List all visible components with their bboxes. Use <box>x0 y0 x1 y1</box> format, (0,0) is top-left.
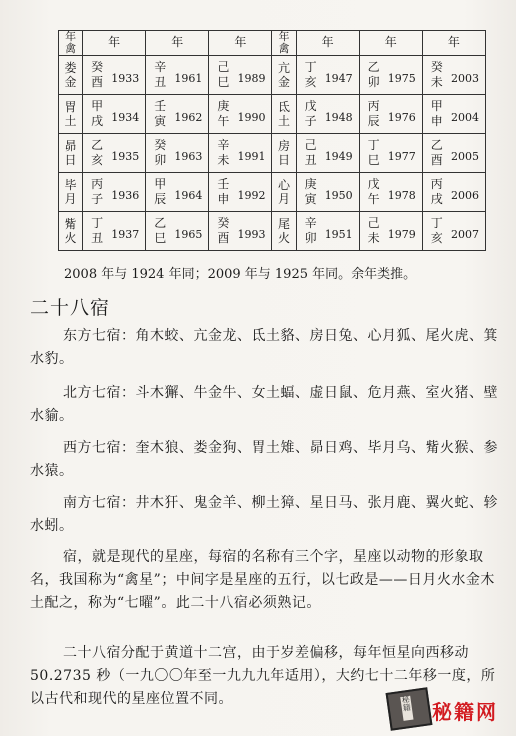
year-number: 2007 <box>451 228 479 241</box>
ganzhi-char: 己 <box>367 216 380 230</box>
year-cell <box>209 212 272 251</box>
year-number: 1935 <box>111 150 140 163</box>
paragraph-north: 北方七宿：斗木獬、牛金牛、女土蝠、虚日鼠、危月燕、室火猪、壁水貐。 <box>30 385 498 424</box>
section-heading: 二十八宿 <box>30 297 111 319</box>
year-number: 1947 <box>324 72 353 85</box>
header-mansion-char1: 年 <box>65 30 77 43</box>
table-note: 2008 年与 1924 年同；2009 年与 1925 年同。余年类推。 <box>64 267 417 282</box>
paragraph-east: 东方七宿：角木蛟、亢金龙、氐土貉、房日兔、心月狐、尾火虎、箕水豹。 <box>30 328 498 367</box>
ganzhi-char: 戌 <box>91 114 104 128</box>
year-number: 1964 <box>174 189 203 202</box>
year-cell <box>359 95 422 134</box>
ganzhi <box>89 177 105 207</box>
ganzhi-char: 巳 <box>154 231 167 245</box>
mansion-char: 心 <box>278 178 291 192</box>
ganzhi <box>152 177 168 207</box>
mansion-char: 毕 <box>64 178 77 192</box>
year-cell <box>359 212 422 251</box>
year-number: 1993 <box>237 228 266 241</box>
ganzhi-char: 癸 <box>91 60 104 74</box>
mansion-char: 火 <box>278 231 291 245</box>
ganzhi-char: 亥 <box>430 231 443 245</box>
ganzhi <box>366 177 382 207</box>
ganzhi-char: 午 <box>217 114 230 128</box>
ganzhi-char: 庚 <box>217 99 230 113</box>
ganzhi <box>89 99 105 129</box>
ganzhi-char: 酉 <box>91 75 104 89</box>
year-number: 1991 <box>237 150 266 163</box>
mansion-cell-right <box>272 56 296 95</box>
ganzhi-char: 辰 <box>154 192 167 206</box>
mansion-char: 尾 <box>278 217 291 231</box>
ganzhi <box>152 99 168 129</box>
year-cell <box>296 56 359 95</box>
year-cell <box>296 134 359 173</box>
paragraph-west: 西方七宿：奎木狼、娄金狗、胃土雉、昴日鸡、毕月乌、觜火猴、参水猿。 <box>30 440 498 479</box>
mansion-char: 昴 <box>64 139 77 153</box>
header-mansion-right <box>272 31 296 56</box>
year-number: 1961 <box>174 72 203 85</box>
year-number: 1990 <box>237 111 266 124</box>
ganzhi <box>366 60 382 90</box>
year-number: 1949 <box>324 150 353 163</box>
ganzhi <box>89 216 105 246</box>
year-number: 1933 <box>111 72 140 85</box>
mansion-char: 胃 <box>64 100 77 114</box>
ganzhi <box>152 216 168 246</box>
ganzhi-char: 己 <box>217 60 230 74</box>
year-cell <box>422 134 485 173</box>
year-number: 1978 <box>387 189 416 202</box>
table-row <box>59 134 486 173</box>
paragraph-definition: 宿，就是现代的星座，每宿的名称有三个字，星座以动物的形象取名，我国称为“禽星”；中间字是星座的五行，以七政是——日月火水金木土配之，称为“七曜”。此二十八宿必须熟记。 <box>30 549 495 611</box>
year-number: 1979 <box>387 228 416 241</box>
ganzhi-char: 丑 <box>91 231 104 245</box>
watermark-logo <box>388 690 508 730</box>
ganzhi-char: 丑 <box>154 75 167 89</box>
ganzhi-char: 甲 <box>154 177 167 191</box>
ganzhi-char: 丁 <box>91 216 104 230</box>
header-mansion-char2: 禽 <box>278 42 290 55</box>
ganzhi-char: 乙 <box>154 216 167 230</box>
year-table <box>58 30 486 251</box>
year-cell <box>359 56 422 95</box>
logo-text: 秘籍网 <box>432 700 498 724</box>
year-cell <box>83 173 146 212</box>
year-cell <box>146 173 209 212</box>
year-cell <box>422 95 485 134</box>
ganzhi-char: 癸 <box>217 216 230 230</box>
year-cell <box>422 173 485 212</box>
ganzhi-char: 丁 <box>367 138 380 152</box>
header-mansion-left <box>59 31 83 56</box>
mansion-char: 氐 <box>278 100 291 114</box>
mansion-char: 火 <box>64 231 77 245</box>
ganzhi <box>429 177 445 207</box>
header-year: 年 <box>146 31 209 56</box>
ganzhi-char: 卯 <box>304 231 317 245</box>
ganzhi-char: 辛 <box>217 138 230 152</box>
ganzhi-char: 辛 <box>304 216 317 230</box>
mansion-cell-left <box>59 56 83 95</box>
ganzhi-char: 戊 <box>304 99 317 113</box>
header-year: 年 <box>422 31 485 56</box>
header-year: 年 <box>296 31 359 56</box>
ganzhi-char: 戌 <box>430 192 443 206</box>
mansion-char: 日 <box>64 153 77 167</box>
ganzhi <box>366 216 382 246</box>
header-mansion-char1: 年 <box>278 30 290 43</box>
ganzhi <box>429 99 445 129</box>
mansion-cell-left <box>59 134 83 173</box>
year-cell <box>146 56 209 95</box>
year-number: 1950 <box>324 189 353 202</box>
paragraph-south: 南方七宿：井木犴、鬼金羊、柳土獐、星日马、张月鹿、翼火蛇、轸水蚓。 <box>30 495 498 534</box>
year-cell <box>359 173 422 212</box>
year-cell <box>146 134 209 173</box>
ganzhi-char: 丁 <box>304 60 317 74</box>
ganzhi-char: 甲 <box>91 99 104 113</box>
year-cell <box>146 212 209 251</box>
ganzhi <box>215 216 231 246</box>
ganzhi-char: 己 <box>304 138 317 152</box>
ganzhi <box>366 138 382 168</box>
year-number: 2003 <box>451 72 479 85</box>
ganzhi-char: 酉 <box>217 231 230 245</box>
ganzhi-char: 庚 <box>304 177 317 191</box>
ganzhi-char: 申 <box>430 114 443 128</box>
mansion-char: 月 <box>278 192 291 206</box>
ganzhi-char: 丁 <box>430 216 443 230</box>
ganzhi-char: 寅 <box>304 192 317 206</box>
ganzhi <box>215 60 231 90</box>
year-cell <box>83 134 146 173</box>
year-number: 1936 <box>111 189 140 202</box>
ganzhi-char: 丙 <box>430 177 443 191</box>
year-number: 1977 <box>387 150 416 163</box>
mansion-char: 觜 <box>64 217 77 231</box>
year-number: 2005 <box>451 150 479 163</box>
ganzhi-char: 亥 <box>304 75 317 89</box>
ganzhi-char: 丙 <box>367 99 380 113</box>
ganzhi <box>429 60 445 90</box>
year-cell <box>422 212 485 251</box>
year-number: 1989 <box>237 72 266 85</box>
ganzhi <box>303 216 319 246</box>
mansion-cell-left <box>59 173 83 212</box>
ganzhi <box>215 177 231 207</box>
year-cell <box>359 134 422 173</box>
table-row <box>59 56 486 95</box>
mansion-cell-right <box>272 95 296 134</box>
ganzhi <box>215 99 231 129</box>
table-header-row <box>59 31 486 56</box>
mansion-cell-right <box>272 134 296 173</box>
ganzhi <box>303 99 319 129</box>
mansion-char: 亢 <box>278 61 291 75</box>
year-number: 1963 <box>174 150 203 163</box>
ganzhi-char: 戊 <box>367 177 380 191</box>
mansion-char: 月 <box>64 192 77 206</box>
ganzhi-char: 癸 <box>154 138 167 152</box>
mansion-char: 娄 <box>64 61 77 75</box>
ganzhi-char: 卯 <box>367 75 380 89</box>
mansion-char: 金 <box>64 75 77 89</box>
table-row <box>59 95 486 134</box>
ganzhi-char: 丙 <box>91 177 104 191</box>
year-number: 1951 <box>324 228 353 241</box>
year-cell <box>83 95 146 134</box>
ganzhi <box>303 177 319 207</box>
mansion-cell-left <box>59 212 83 251</box>
ganzhi-char: 未 <box>367 231 380 245</box>
ganzhi <box>303 60 319 90</box>
ganzhi-char: 乙 <box>430 138 443 152</box>
ganzhi-char: 甲 <box>430 99 443 113</box>
mansion-char: 金 <box>278 75 291 89</box>
ganzhi-char: 巳 <box>367 153 380 167</box>
year-cell <box>83 56 146 95</box>
ganzhi <box>89 60 105 90</box>
year-cell <box>209 56 272 95</box>
year-cell <box>146 95 209 134</box>
ganzhi <box>152 138 168 168</box>
ganzhi <box>429 216 445 246</box>
ganzhi <box>152 60 168 90</box>
ganzhi-char: 未 <box>217 153 230 167</box>
ganzhi <box>303 138 319 168</box>
ganzhi-char: 酉 <box>430 153 443 167</box>
year-number: 1934 <box>111 111 140 124</box>
ganzhi-char: 癸 <box>430 60 443 74</box>
ganzhi-char: 卯 <box>154 153 167 167</box>
ganzhi-char: 午 <box>367 192 380 206</box>
year-number: 1965 <box>174 228 203 241</box>
ganzhi-char: 子 <box>91 192 104 206</box>
header-year: 年 <box>359 31 422 56</box>
ganzhi <box>215 138 231 168</box>
ganzhi-char: 未 <box>430 75 443 89</box>
year-cell <box>422 56 485 95</box>
ganzhi <box>366 99 382 129</box>
year-number: 1948 <box>324 111 353 124</box>
mansion-char: 日 <box>278 153 291 167</box>
header-mansion-char2: 禽 <box>65 42 77 55</box>
year-number: 2006 <box>451 189 479 202</box>
year-number: 1937 <box>111 228 140 241</box>
year-cell <box>209 134 272 173</box>
year-cell <box>296 95 359 134</box>
table-row <box>59 212 486 251</box>
ganzhi-char: 乙 <box>367 60 380 74</box>
ganzhi-char: 丑 <box>304 153 317 167</box>
ganzhi <box>429 138 445 168</box>
book-label: 秘籍 <box>400 696 413 721</box>
mansion-cell-left <box>59 95 83 134</box>
year-number: 1976 <box>387 111 416 124</box>
paragraph-precession: 二十八宿分配于黄道十二宫，由于岁差偏移，每年恒星向西移动50.2735 秒（一九〇〇年至一九九九年适用），大约七十二年移一度，所以古代和现代的星座位置不同。 <box>30 645 496 707</box>
mansion-cell-right <box>272 212 296 251</box>
year-cell <box>296 212 359 251</box>
ganzhi <box>89 138 105 168</box>
year-cell <box>296 173 359 212</box>
year-cell <box>83 212 146 251</box>
ganzhi-char: 壬 <box>217 177 230 191</box>
mansion-cell-right <box>272 173 296 212</box>
ganzhi-char: 巳 <box>217 75 230 89</box>
year-number: 1975 <box>387 72 416 85</box>
year-cell <box>209 95 272 134</box>
year-number: 1992 <box>237 189 266 202</box>
ganzhi-char: 子 <box>304 114 317 128</box>
year-number: 2004 <box>451 111 479 124</box>
mansion-char: 房 <box>278 139 291 153</box>
ganzhi-char: 壬 <box>154 99 167 113</box>
ganzhi-char: 乙 <box>91 138 104 152</box>
ganzhi-char: 申 <box>217 192 230 206</box>
ganzhi-char: 辰 <box>367 114 380 128</box>
mansion-char: 土 <box>278 114 291 128</box>
mansion-char: 土 <box>64 114 77 128</box>
year-cell <box>209 173 272 212</box>
header-year: 年 <box>83 31 146 56</box>
ganzhi-char: 亥 <box>91 153 104 167</box>
year-number: 1962 <box>174 111 203 124</box>
header-year: 年 <box>209 31 272 56</box>
ganzhi-char: 辛 <box>154 60 167 74</box>
table-row <box>59 173 486 212</box>
ganzhi-char: 寅 <box>154 114 167 128</box>
book-icon <box>386 687 433 730</box>
